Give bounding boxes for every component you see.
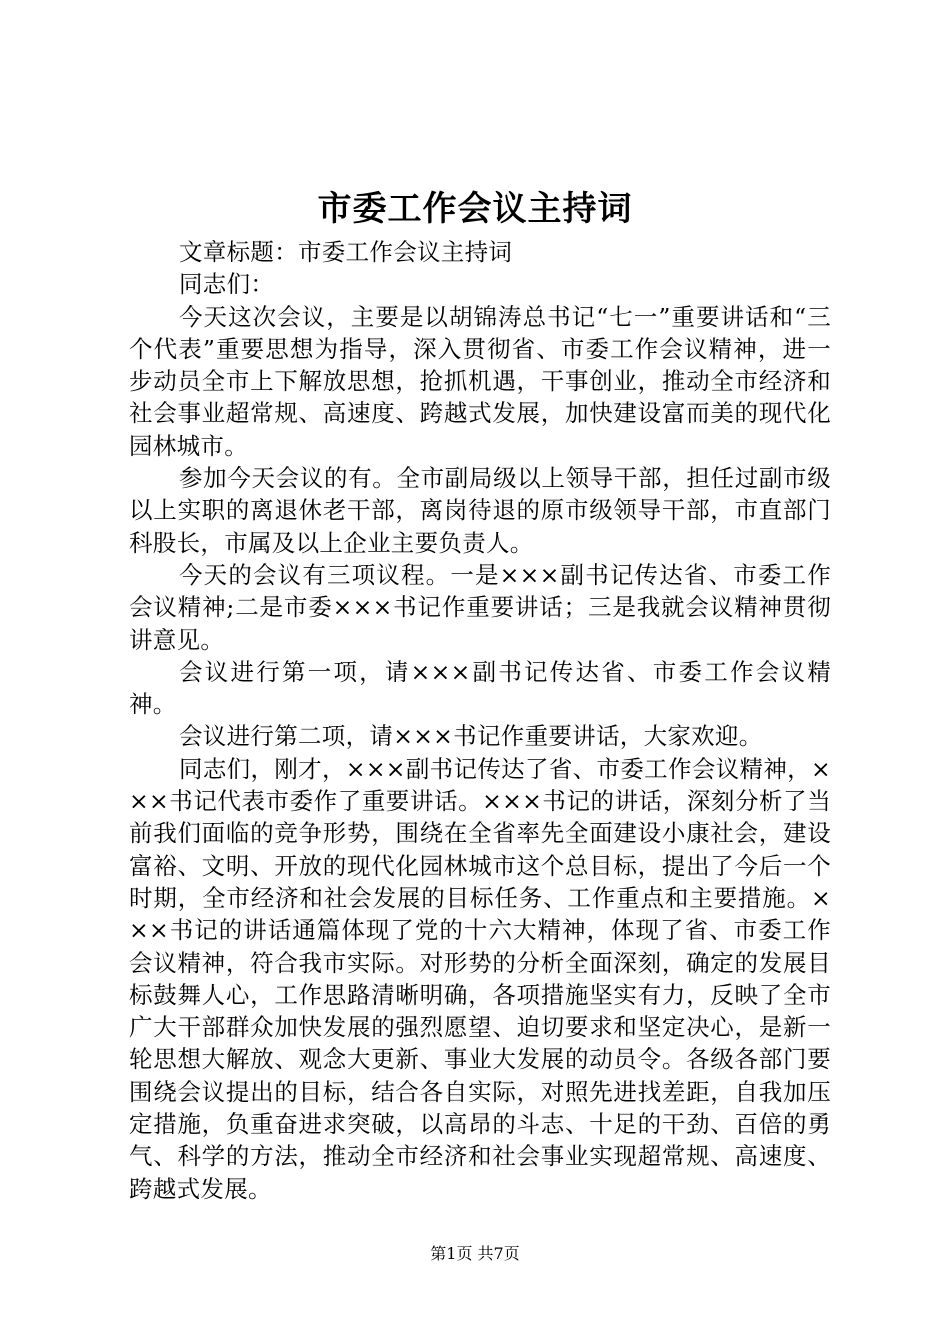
page-title: 市委工作会议主持词 <box>317 189 633 229</box>
paragraph-agenda: 今天的会议有三项议程。一是×××副书记传达省、市委工作会议精神;二是市委×××书记作重要讲话；三是我就会议精神贯彻讲意见。 <box>129 560 831 654</box>
page-footer <box>0 1243 950 1265</box>
page-number-indicator: 第1页 共7页 <box>430 1244 520 1263</box>
paragraph-article-title: 文章标题：市委工作会议主持词 <box>179 238 513 266</box>
paragraph-opening: 今天这次会议，主要是以胡锦涛总书记“七一”重要讲话和“三个代表”重要思想为指导，深入贯彻省、市委工作会议精神，进一步动员全市上下解放思想，抢抓机遇，干事创业，推动全市经济和社会事业超常规、高速度、跨越式发展，加快建设富而美的现代化园林城市。 <box>129 302 831 460</box>
document-body <box>129 236 831 1205</box>
paragraph-salutation: 同志们： <box>179 270 275 299</box>
paragraph-attendees: 参加今天会议的有。全市副局级以上领导干部，担任过副市级以上实职的离退休老干部，离岗待退的原市级领导干部，市直部门科股长，市属及以上企业主要负责人。 <box>129 464 831 557</box>
paragraph-summary: 同志们，刚才，×××副书记传达了省、市委工作会议精神，×××书记代表市委作了重要讲话。×××书记的讲话，深刻分析了当前我们面临的竞争形势，围绕在全省率先全面建设小康社会，建设富裕、文明、开放的现代化园林城市这个总目标，提出了今后一个时期，全市经济和社会发展的目标任务、工作重点和主要措施。×××书记的讲话通篇体现了党的十六大精神，体现了省、市委工作会议精神，符合我市实际。对形势的分析全面深刻，确定的发展目标鼓舞人心，工作思路清晰明确，各项措施坚实有力，反映了全市广大干部群众加快发展的强烈愿望、迫切要求和坚定决心，是新一轮思想大解放、观念大更新、事业大发展的动员令。各级各部门要围绕会议提出的目标，结合各自实际，对照先进找差距，自我加压定措施，负重奋进求突破，以高昂的斗志、十足的干劲、百倍的勇气、科学的方法，推动全市经济和社会事业实现超常规、高速度、跨越式发展。 <box>129 754 831 1203</box>
paragraph-item-one: 会议进行第一项，请×××副书记传达省、市委工作会议精神。 <box>129 657 831 719</box>
paragraph-item-two: 会议进行第二项，请×××书记作重要讲话，大家欢迎。 <box>179 722 763 751</box>
